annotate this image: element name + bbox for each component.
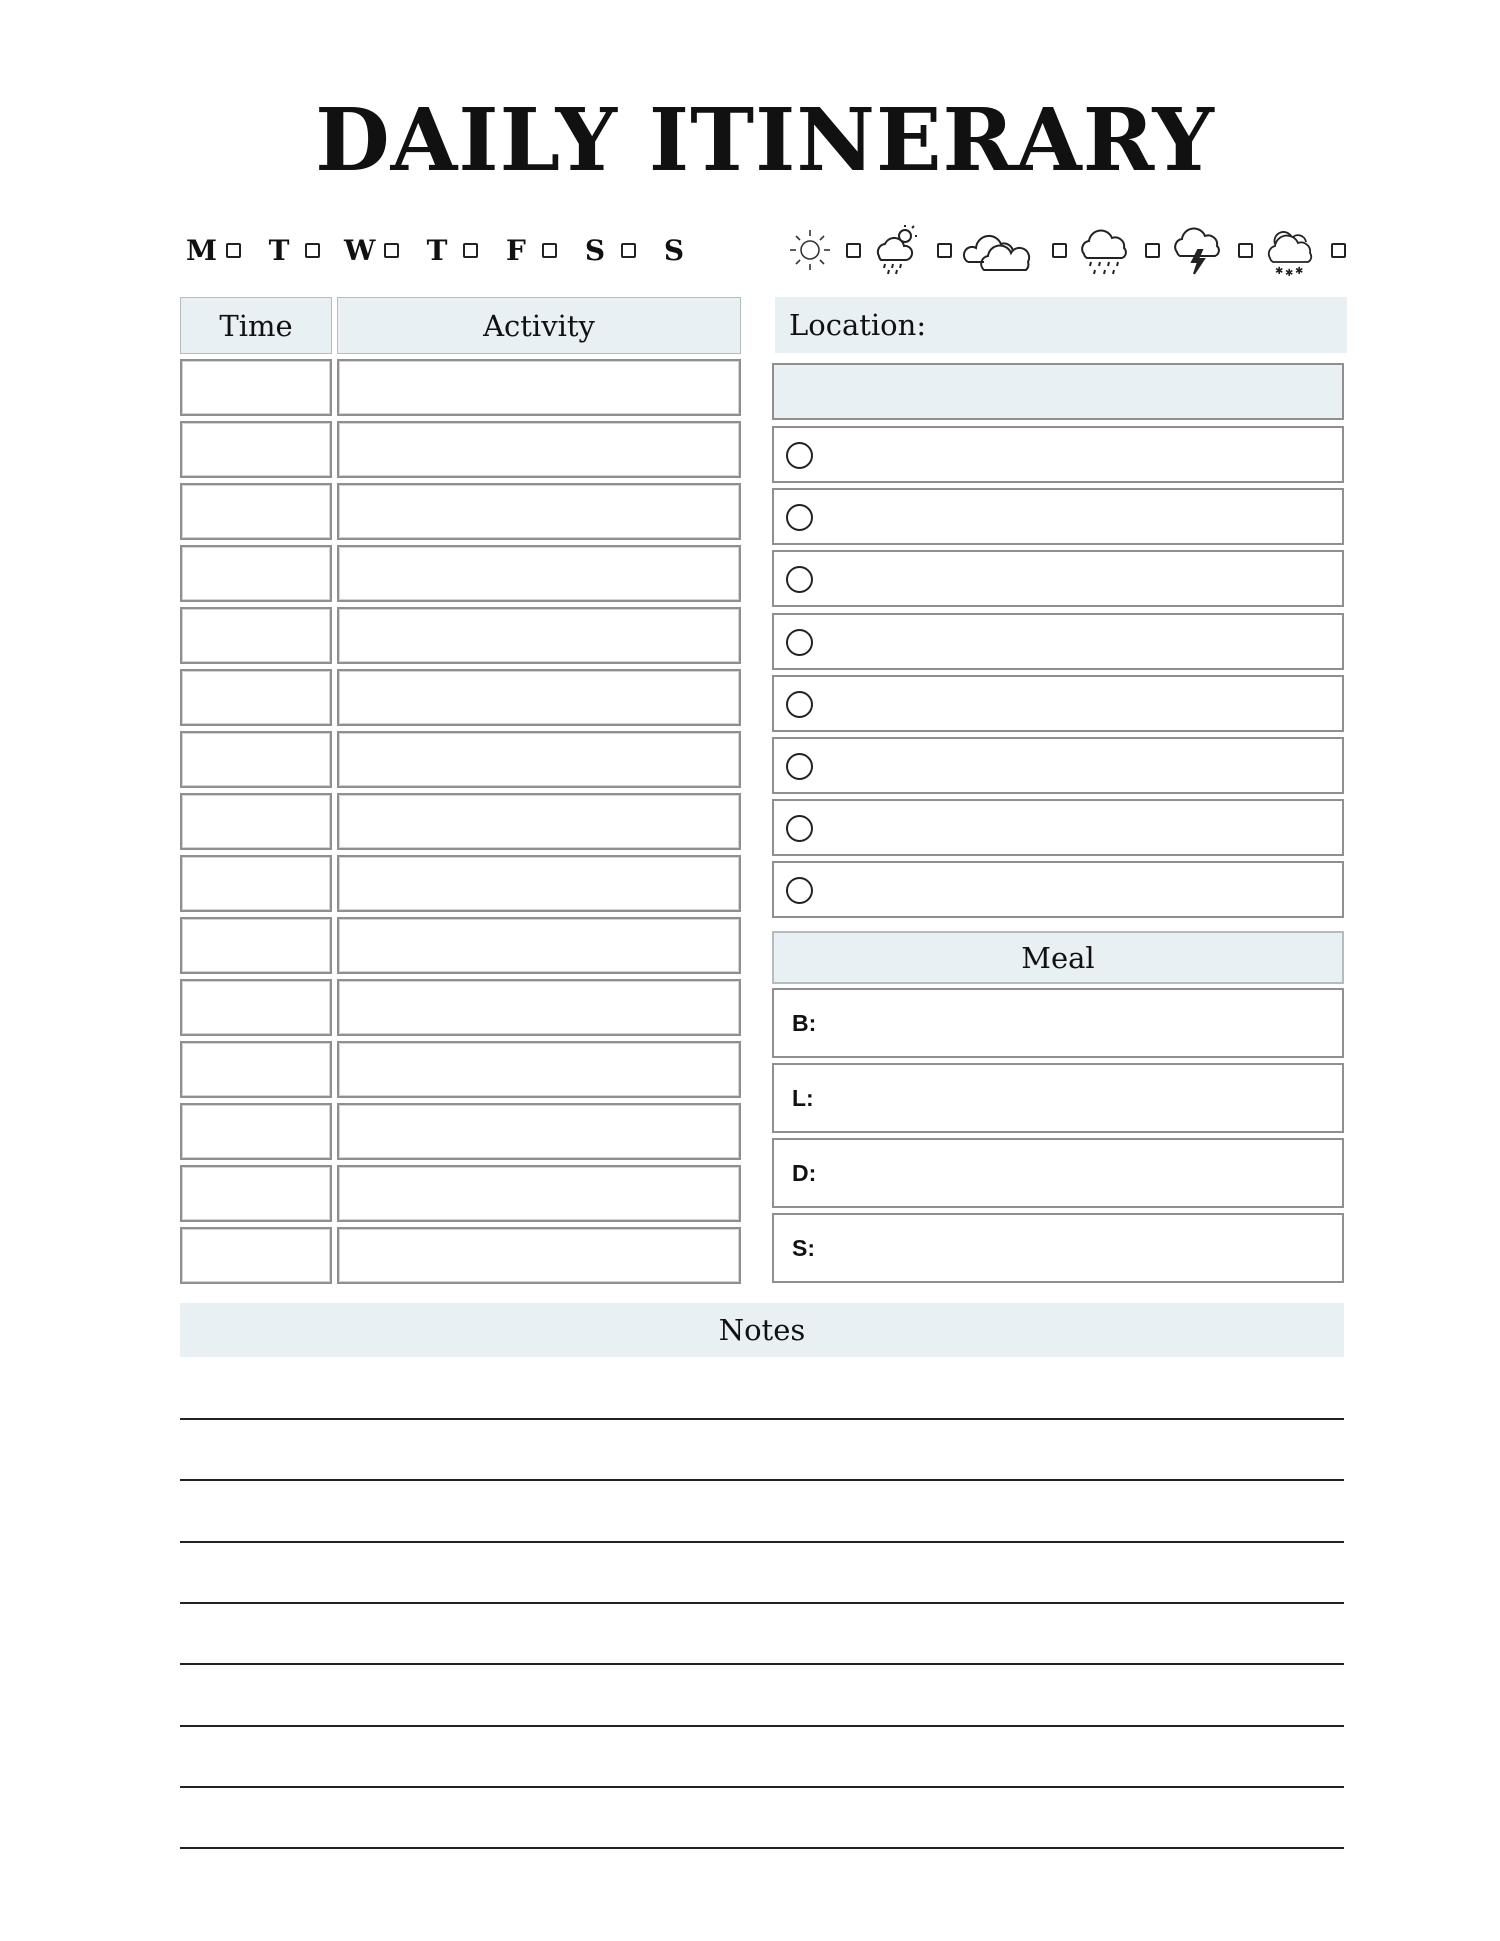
location-item[interactable]: [772, 613, 1344, 670]
activity-header: Activity: [337, 297, 741, 354]
weather-checkbox-cloudy[interactable]: [1052, 243, 1067, 258]
location-label: Location:: [775, 297, 1347, 353]
radio-circle-icon[interactable]: [786, 815, 813, 842]
day-checkbox-friday[interactable]: [542, 243, 557, 258]
time-cell[interactable]: [180, 483, 332, 540]
meal-label: S:: [792, 1234, 815, 1261]
weather-selector: [786, 218, 1354, 282]
note-line[interactable]: [180, 1663, 1344, 1665]
activity-cell[interactable]: [337, 669, 741, 726]
day-checkbox-saturday[interactable]: [621, 243, 636, 258]
location-item[interactable]: [772, 550, 1344, 607]
note-line[interactable]: [180, 1847, 1344, 1849]
meal-row-snack[interactable]: [772, 1213, 1344, 1283]
day-checkbox-wednesday[interactable]: [384, 243, 399, 258]
radio-circle-icon[interactable]: [786, 753, 813, 780]
day-saturday: [581, 234, 660, 267]
time-cell[interactable]: [180, 917, 332, 974]
weather-checkbox-sunny[interactable]: [846, 243, 861, 258]
cloudy-icon: [960, 224, 1040, 276]
note-line[interactable]: [180, 1786, 1344, 1788]
activity-cell[interactable]: [337, 1103, 741, 1160]
meal-label: B:: [792, 1009, 817, 1036]
time-header: Time: [180, 297, 332, 354]
activity-cell[interactable]: [337, 731, 741, 788]
weather-checkbox-snow[interactable]: [1331, 243, 1346, 258]
note-line[interactable]: [180, 1602, 1344, 1604]
svg-text:✱: ✱: [1275, 266, 1284, 277]
meal-header: Meal: [772, 931, 1344, 984]
time-cell[interactable]: [180, 793, 332, 850]
day-letter: W: [344, 233, 376, 267]
time-cell[interactable]: [180, 1227, 332, 1284]
day-selector: [186, 232, 688, 268]
svg-text:✱: ✱: [1285, 268, 1294, 278]
meal-row-lunch[interactable]: [772, 1063, 1344, 1133]
day-checkbox-monday[interactable]: [226, 243, 241, 258]
activity-cell[interactable]: [337, 1227, 741, 1284]
location-item[interactable]: [772, 675, 1344, 732]
sun-icon: [786, 226, 834, 274]
meal-row-breakfast[interactable]: [772, 988, 1344, 1058]
partly-cloudy-rain-icon: [869, 222, 925, 278]
meal-label: D:: [792, 1159, 817, 1186]
time-cell[interactable]: [180, 669, 332, 726]
weather-checkbox-thunderstorm[interactable]: [1238, 243, 1253, 258]
day-letter: S: [584, 233, 606, 267]
day-letter: F: [506, 233, 526, 267]
activity-cell[interactable]: [337, 483, 741, 540]
time-cell[interactable]: [180, 855, 332, 912]
day-sunday: [660, 234, 688, 267]
meal-label: L:: [792, 1084, 814, 1111]
time-cell[interactable]: [180, 1103, 332, 1160]
activity-cell[interactable]: [337, 855, 741, 912]
time-cell[interactable]: [180, 545, 332, 602]
svg-text:✱: ✱: [1295, 266, 1304, 277]
time-cell[interactable]: [180, 1165, 332, 1222]
page-title: DAILY ITINERARY: [315, 90, 1215, 191]
location-item[interactable]: [772, 737, 1344, 794]
rain-icon: [1075, 222, 1133, 278]
meal-row-dinner[interactable]: [772, 1138, 1344, 1208]
activity-cell[interactable]: [337, 917, 741, 974]
activity-cell[interactable]: [337, 545, 741, 602]
weather-checkbox-rain[interactable]: [1145, 243, 1160, 258]
snow-icon: [1261, 222, 1319, 278]
radio-circle-icon[interactable]: [786, 877, 813, 904]
activity-cell[interactable]: [337, 793, 741, 850]
day-checkbox-tuesday[interactable]: [305, 243, 320, 258]
time-cell[interactable]: [180, 979, 332, 1036]
note-line[interactable]: [180, 1541, 1344, 1543]
time-cell[interactable]: [180, 607, 332, 664]
day-letter: T: [268, 233, 290, 267]
activity-cell[interactable]: [337, 979, 741, 1036]
activity-cell[interactable]: [337, 359, 741, 416]
radio-circle-icon[interactable]: [786, 504, 813, 531]
day-letter: M: [186, 233, 217, 267]
notes-header: Notes: [180, 1303, 1344, 1357]
radio-circle-icon[interactable]: [786, 629, 813, 656]
activity-cell[interactable]: [337, 607, 741, 664]
location-item[interactable]: [772, 426, 1344, 483]
note-line[interactable]: [180, 1418, 1344, 1420]
note-line[interactable]: [180, 1479, 1344, 1481]
day-friday: [502, 234, 581, 267]
time-cell[interactable]: [180, 421, 332, 478]
weather-checkbox-partly-cloudy-rain[interactable]: [937, 243, 952, 258]
location-item[interactable]: [772, 799, 1344, 856]
radio-circle-icon[interactable]: [786, 442, 813, 469]
location-item[interactable]: [772, 488, 1344, 545]
day-monday: [186, 234, 265, 267]
activity-cell[interactable]: [337, 1165, 741, 1222]
radio-circle-icon[interactable]: [786, 691, 813, 718]
radio-circle-icon[interactable]: [786, 566, 813, 593]
location-input[interactable]: [772, 363, 1344, 420]
day-letter: S: [663, 233, 685, 267]
day-checkbox-thursday[interactable]: [463, 243, 478, 258]
day-letter: T: [426, 233, 448, 267]
location-item[interactable]: [772, 861, 1344, 918]
day-tuesday: [265, 234, 344, 267]
time-cell[interactable]: [180, 1041, 332, 1098]
activity-cell[interactable]: [337, 1041, 741, 1098]
time-cell[interactable]: [180, 731, 332, 788]
activity-cell[interactable]: [337, 421, 741, 478]
thunderstorm-icon: [1168, 222, 1226, 278]
day-wednesday: [344, 234, 423, 267]
note-line[interactable]: [180, 1725, 1344, 1727]
day-thursday: [423, 234, 502, 267]
time-cell[interactable]: [180, 359, 332, 416]
